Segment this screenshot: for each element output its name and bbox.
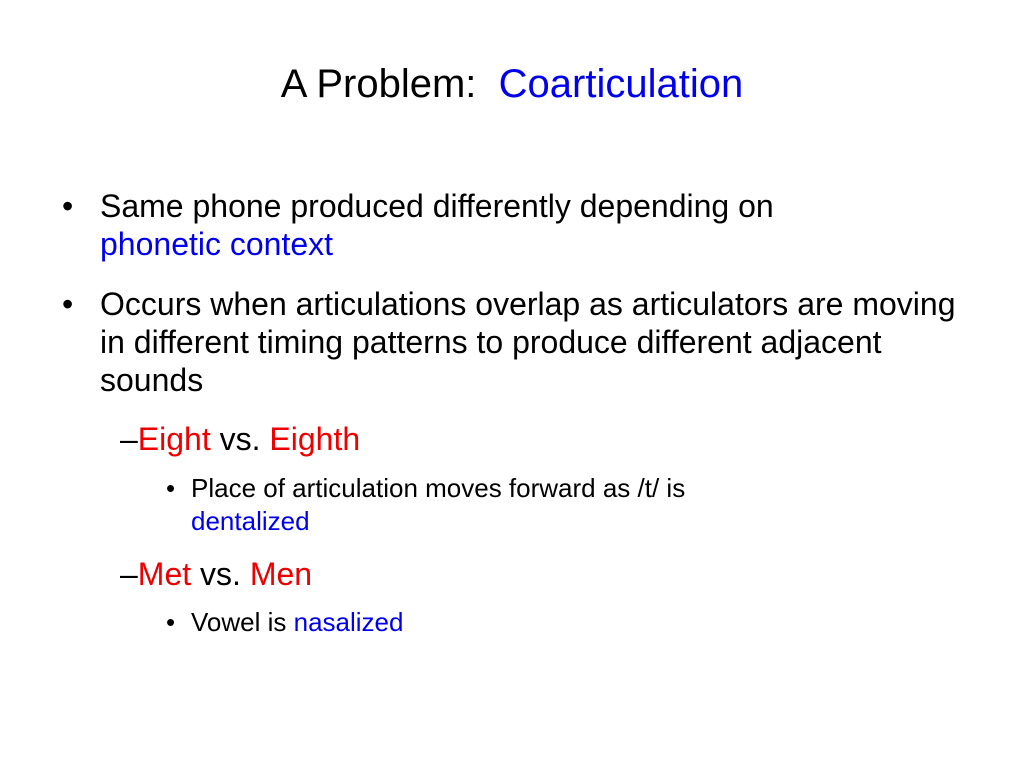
- sub-bullet-marker: •: [166, 473, 176, 503]
- sub-bullet-highlight: nasalized: [293, 607, 404, 637]
- example-item: [120, 420, 980, 458]
- sub-bullet-marker: •: [166, 607, 176, 637]
- bullet-text-highlight: phonetic context: [100, 226, 334, 262]
- sub-bullet-text: [191, 606, 926, 639]
- example-word-a: Met: [137, 556, 192, 592]
- title-prefix: A Problem:: [280, 62, 477, 106]
- example-word-a: Eight: [137, 421, 211, 457]
- bullet-item: [62, 285, 982, 399]
- bullet-text: [100, 187, 982, 263]
- example-word-b: Men: [249, 556, 313, 592]
- title-highlight: Coarticulation: [498, 62, 744, 106]
- example-item: [120, 555, 980, 593]
- sub-bullet-text-main: Vowel is: [191, 607, 287, 637]
- example-vs: vs.: [200, 556, 241, 592]
- slide-title: [0, 60, 1024, 108]
- sub-bullet-item: [166, 472, 926, 538]
- bullet-text-main: Same phone produced differently depending on: [100, 188, 774, 224]
- sub-bullet-text-main: Place of articulation moves forward as /t/ is: [191, 473, 686, 503]
- sub-bullet-text: [191, 472, 926, 538]
- dash-marker: –: [120, 556, 138, 592]
- bullet-text: Occurs when articulations overlap as articulators are moving in different timing patterns to produce different adjacent sounds: [100, 286, 956, 398]
- example-word-b: Eighth: [269, 421, 361, 457]
- example-vs: vs.: [219, 421, 261, 457]
- sub-bullet-item: [166, 606, 926, 639]
- bullet-marker: •: [62, 188, 74, 224]
- dash-marker: –: [120, 421, 138, 457]
- sub-bullet-highlight: dentalized: [191, 506, 310, 536]
- bullet-marker: •: [62, 286, 74, 322]
- bullet-item: [62, 187, 982, 263]
